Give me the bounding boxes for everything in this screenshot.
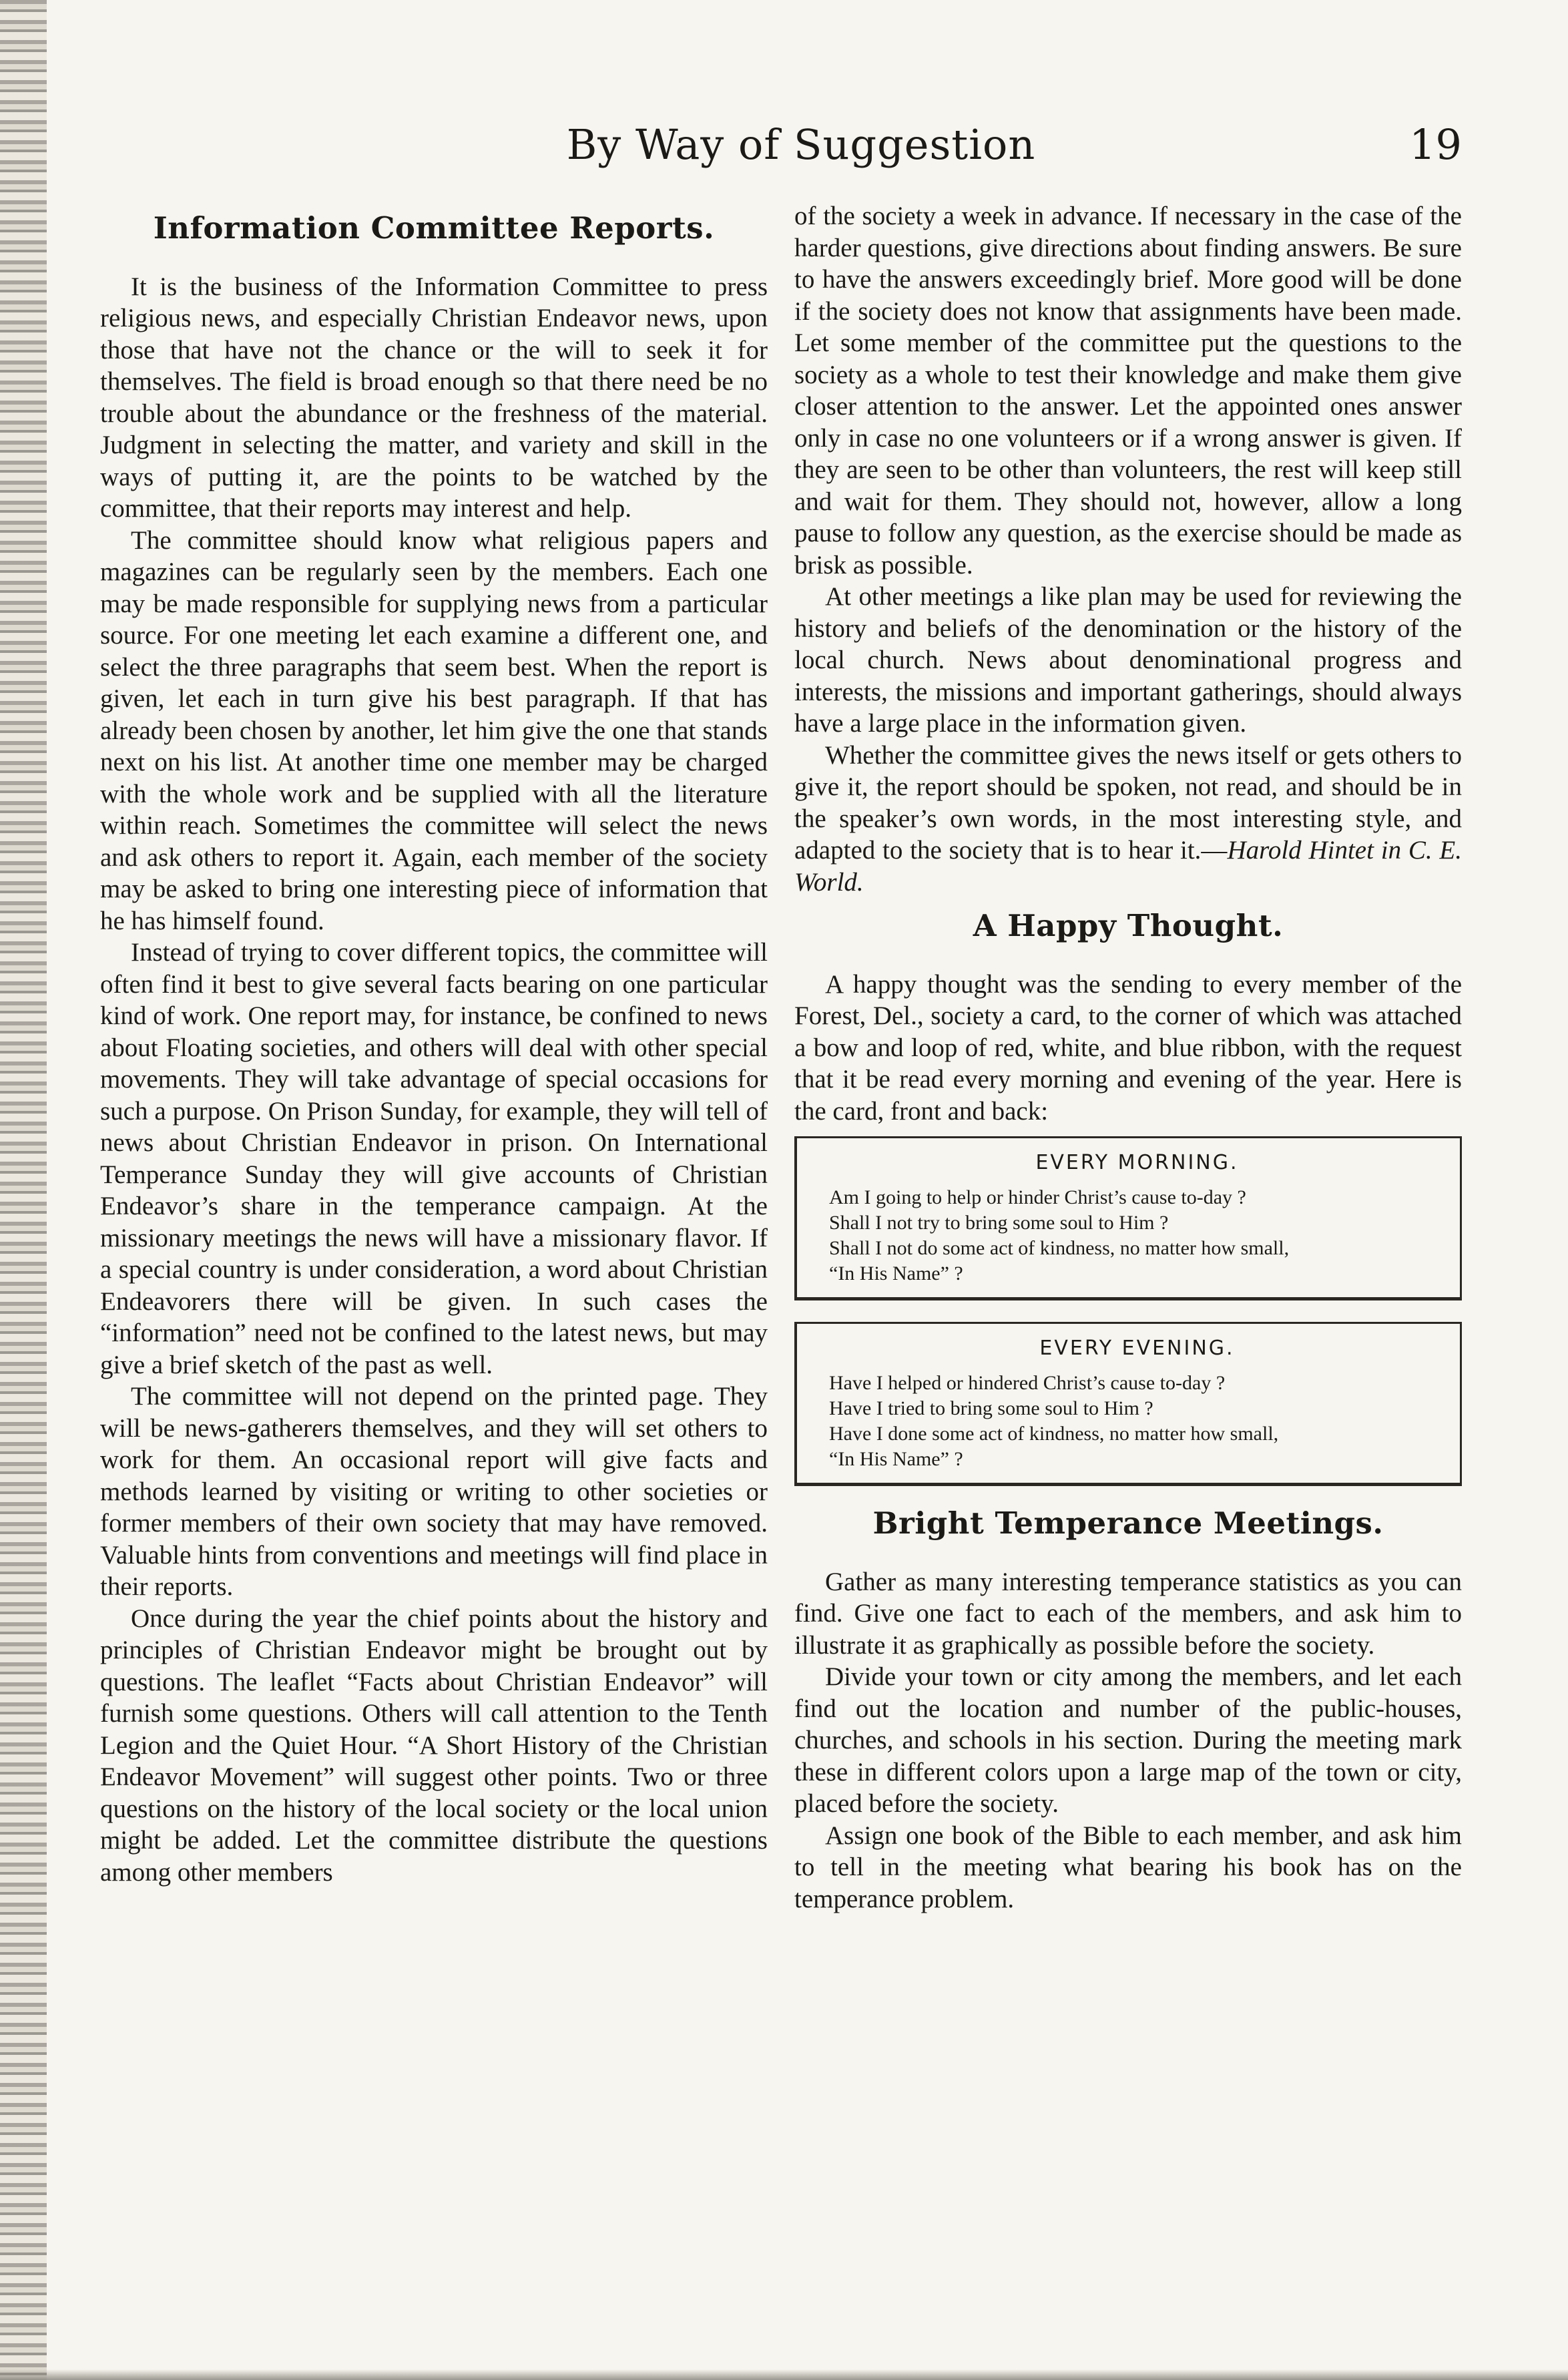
paragraph: Divide your town or city among the members, and let each find out the location and number of the public-houses, churches, and schools in his section. During the meeting mark these in different colors upon a large map of the town or city, placed before the society.	[794, 1662, 1462, 1818]
card-every-morning	[794, 1136, 1462, 1300]
paragraph: A happy thought was the sending to every member of the Forest, Del., society a card, to the corner of which was attached a bow and loop of red, white, and blue ribbon, with the request that it be read every morning and evening of the year. Here is the card, front and back:	[794, 969, 1462, 1126]
card-title: EVERY EVENING.	[1039, 1337, 1235, 1360]
page-number: 19	[1409, 120, 1462, 169]
card-line: Shall I not do some act of kindness, no matter how small,	[829, 1237, 1290, 1259]
scanned-binding-edge	[0, 0, 47, 2380]
paragraph: It is the business of the Information Committee to press religious news, and especially Christian Endeavor news, upon those that have not the chance or the will to seek it for themselves. The field is broad enough so that there need be no trouble about the abundance or the freshness of the material. Judgment in selecting the matter, and variety and skill in the ways of putting it, are the points to be watched by the committee, that their reports may interest and help.	[100, 272, 768, 523]
article-title-temperance: Bright Temperance Meetings.	[872, 1505, 1384, 1541]
paragraph: Gather as many interesting temperance statistics as you can find. Give one fact to each of the members, and ask him to illustrate it as graphically as possible before the society.	[794, 1567, 1462, 1660]
paragraph: Once during the year the chief points about the history and principles of Christian Endeavor might be brought out by questions. The leaflet “Facts about Christian Endeavor” will furnish some questions. Others will call attention to the Tenth Legion and the Quiet Hour. “A Short History of the Christian Endeavor Movement” will suggest other points. Two or three questions on the history of the local society or the local union might be added. Let the committee distribute the questions among other members	[100, 1604, 768, 1887]
paragraph: At other meetings a like plan may be used for reviewing the history and beliefs of the denomination or the history of the local church. News about denominational progress and interests, the missions and important gatherings, should always have a large place in the information given.	[794, 582, 1462, 738]
scanned-bottom-edge	[0, 2369, 1568, 2380]
article-title-happy-thought: A Happy Thought.	[973, 908, 1284, 943]
paragraph: Instead of trying to cover different topics, the committee will often find it best to give several facts bearing on one particular kind of work. One report may, for instance, be confined to news about Floating societies, and others will deal with other special movements. They will take advantage of special occasions for such a purpose. On Prison Sunday, for example, they will tell of news about Christian Endeavor in prison. On International Temperance Sunday they will give accounts of Christian Endeavor’s share in the temperance campaign. At the missionary meetings the news will have a missionary flavor. If a special country is under consideration, a word about Christian Endeavorers there will be given. In such cases the “information” need not be confined to the latest news, but may give a brief sketch of the past as well.	[100, 938, 768, 1379]
card-line: Have I helped or hindered Christ’s cause to-day ?	[829, 1372, 1226, 1394]
paragraph-continued: of the society a week in advance. If necessary in the case of the harder questions, give directions about finding answers. Be sure to have the answers exceedingly brief. More good will be done if the society does not know that assignments have been made. Let some member of the committee put the questions to the society as a whole to test their knowledge and make them give closer attention to the answer. Let the appointed ones answer only in case no one volunteers or if a wrong answer is given. If they are seen to be other than volunteers, the rest will keep still and wait for them. They should not, however, allow a long pause to follow any question, as the exercise should be made as brisk as possible.	[794, 202, 1462, 579]
paragraph-with-byline	[794, 740, 1462, 899]
card-every-evening	[794, 1322, 1462, 1486]
card-line: Am I going to help or hinder Christ’s cause to-day ?	[829, 1186, 1246, 1208]
right-column	[794, 200, 1462, 1915]
card-line: “In His Name” ?	[829, 1262, 963, 1284]
card-line: “In His Name” ?	[829, 1448, 963, 1470]
card-line: Shall I not try to bring some soul to Him ?	[829, 1212, 1169, 1234]
paragraph: The committee will not depend on the printed page. They will be news-gatherers themselves, and they will set others to work for them. An occasional report will give facts and methods learned by visiting or writing to other societies or former members of their own society that may have removed. Valuable hints from conventions and meetings will find place in their reports.	[100, 1382, 768, 1601]
running-head: By Way of Suggestion	[566, 120, 1036, 169]
byline: Harold Hintet in C. E. World.	[794, 836, 1462, 897]
card-line: Have I tried to bring some soul to Him ?	[829, 1397, 1153, 1419]
card-title: EVERY MORNING.	[1035, 1151, 1239, 1174]
left-column	[100, 200, 768, 1888]
article-title-information-committee: Information Committee Reports.	[153, 210, 715, 246]
paragraph: Assign one book of the Bible to each member, and ask him to tell in the meeting what bearing his book has on the temperance problem.	[794, 1821, 1462, 1913]
paragraph-text: Whether the committee gives the news itself or gets others to give it, the report should be spoken, not read, and should be in the speaker’s own words, in the most interesting style, and adapted to the society that is to hear it.—	[794, 740, 1462, 865]
paragraph: The committee should know what religious papers and magazines can be regularly seen by the members. Each one may be made responsible for supplying news from a particular source. For one meeting let each examine a different one, and select the three paragraphs that seem best. When the report is given, let each in turn give his best paragraph. If that has already been chosen by another, let him give the one that stands next on his list. At another time one member may be charged with the whole work and be supplied with all the literature within reach. Sometimes the committee will select the news and ask others to report it. Again, each member of the society may be asked to bring one interesting piece of information that he has himself found.	[100, 525, 768, 935]
page-header	[100, 113, 1502, 187]
card-line: Have I done some act of kindness, no matter how small,	[829, 1423, 1279, 1445]
